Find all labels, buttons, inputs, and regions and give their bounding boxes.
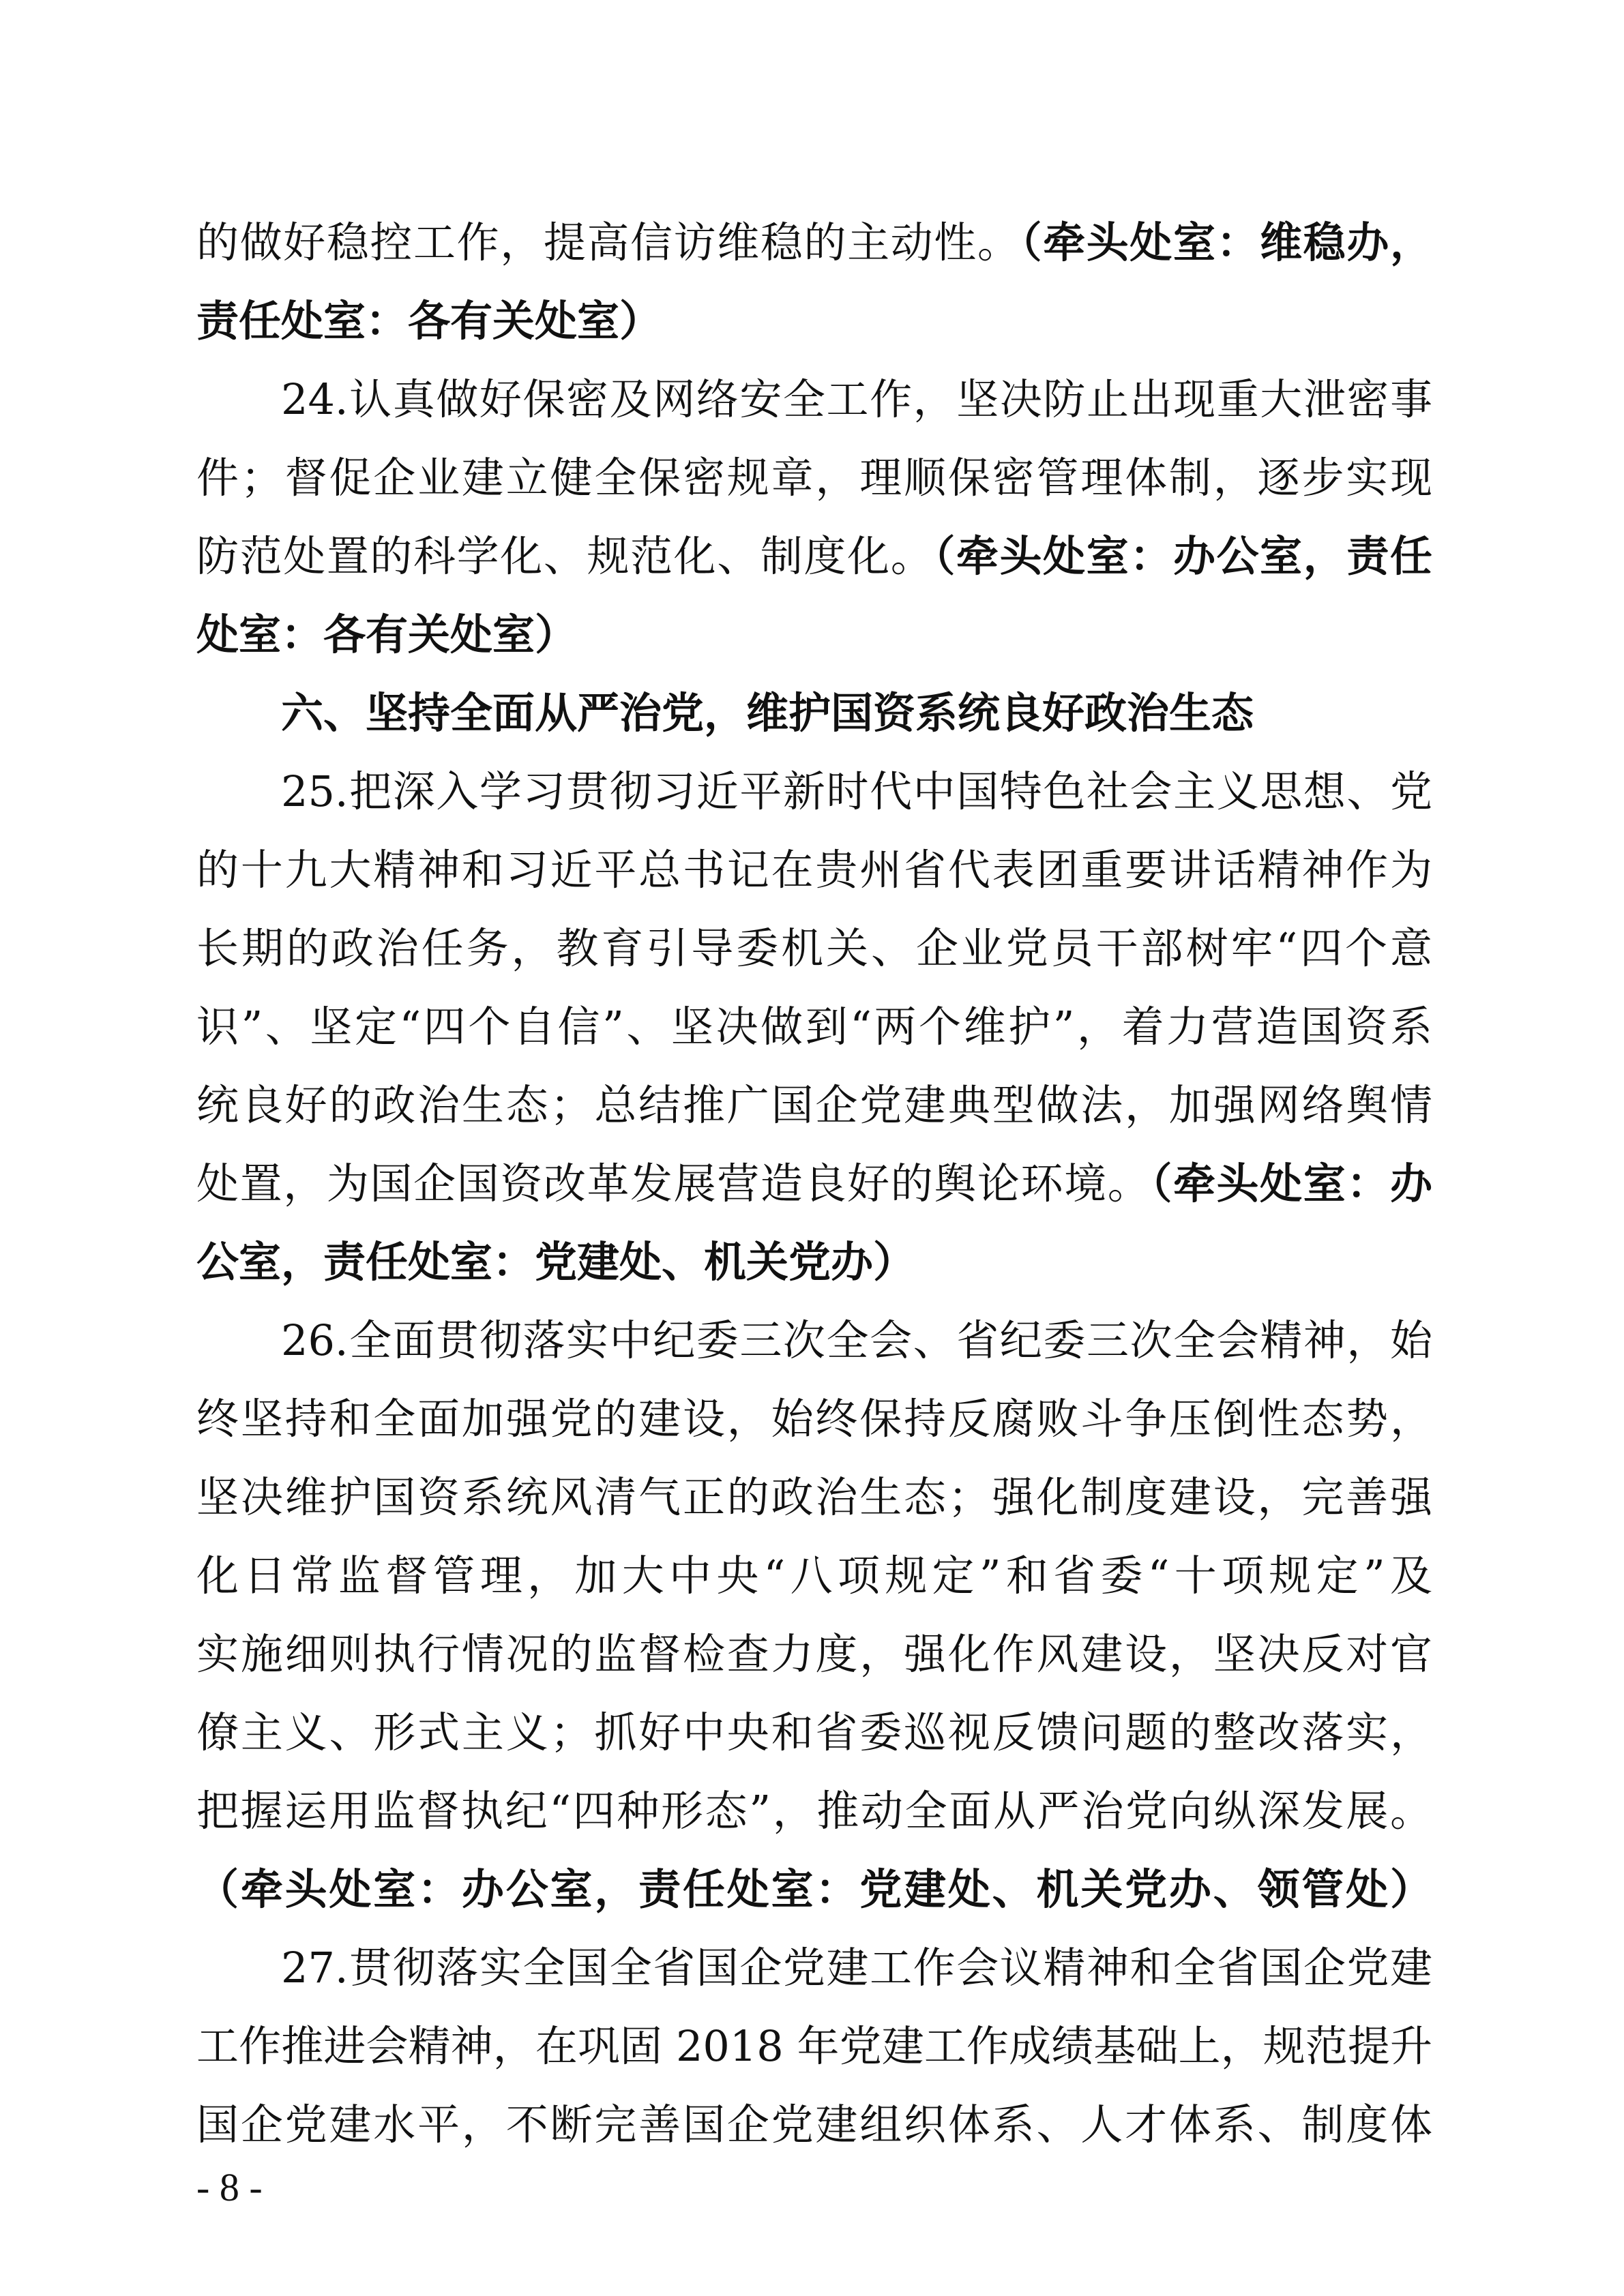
text-line bbox=[196, 1850, 1432, 1928]
section-heading-text: 六、坚持全面从严治党，维护国资系统良好政治生态 bbox=[281, 688, 1254, 738]
text-line bbox=[196, 1693, 1432, 1772]
text-line bbox=[196, 909, 1432, 987]
item-25-first-line bbox=[196, 752, 1432, 831]
body-text: 的十九大精神和习近平总书记在贵州省代表团重要讲话精神作为 bbox=[196, 845, 1432, 895]
body-text: 把握运用监督执纪“四种形态”，推动全面从严治党向纵深发展。 bbox=[196, 1786, 1432, 1836]
text-line bbox=[196, 2085, 1432, 2164]
text-line bbox=[196, 1380, 1432, 1458]
text-line bbox=[196, 831, 1432, 909]
text-line bbox=[196, 2007, 1432, 2085]
body-text: 26.全面贯彻落实中纪委三次全会、省纪委三次全会精神，始 bbox=[281, 1315, 1432, 1365]
page-number: - 8 - bbox=[196, 2165, 263, 2209]
responsibility-note: 公室，责任处室：党建处、机关党办） bbox=[196, 1237, 916, 1287]
text-line bbox=[196, 1066, 1432, 1144]
text-line bbox=[196, 595, 1432, 674]
item-26-first-line bbox=[196, 1301, 1432, 1380]
text-line bbox=[196, 1536, 1432, 1615]
body-text: 识”、坚定“四个自信”、坚决做到“两个维护”，着力营造国资系 bbox=[196, 1002, 1432, 1052]
body-text: 27.贯彻落实全国全省国企党建工作会议精神和全省国企党建 bbox=[281, 1943, 1432, 1993]
body-text: 坚决维护国资系统风清气正的政治生态；强化制度建设，完善强 bbox=[196, 1472, 1432, 1522]
text-line bbox=[196, 438, 1432, 517]
text-line bbox=[196, 1458, 1432, 1536]
text-line bbox=[196, 987, 1432, 1066]
body-text: 防范处置的科学化、规范化、制度化。 bbox=[196, 531, 934, 581]
body-text: 僚主义、形式主义；抓好中央和省委巡视反馈问题的整改落实， bbox=[196, 1708, 1432, 1757]
responsibility-note: 处室：各有关处室） bbox=[196, 610, 578, 659]
responsibility-note: （牵头处室：办公室，责任处室：党建处、机关党办、领管处） bbox=[196, 1864, 1432, 1914]
text-line bbox=[196, 517, 1432, 595]
body-text: 国企党建水平，不断完善国企党建组织体系、人才体系、制度体 bbox=[196, 2100, 1432, 2149]
responsibility-note: 责任处室：各有关处室） bbox=[196, 296, 662, 346]
document-body bbox=[196, 203, 1432, 2164]
body-text: 实施细则执行情况的监督检查力度，强化作风建设，坚决反对官 bbox=[196, 1629, 1432, 1679]
body-text: 长期的政治任务，教育引导委机关、企业党员干部树牢“四个意 bbox=[196, 923, 1432, 973]
body-text: 25.把深入学习贯彻习近平新时代中国特色社会主义思想、党 bbox=[281, 766, 1432, 816]
body-text: 统良好的政治生态；总结推广国企党建典型做法，加强网络舆情 bbox=[196, 1080, 1432, 1130]
text-line bbox=[196, 1615, 1432, 1693]
body-text: 24.认真做好保密及网络安全工作，坚决防止出现重大泄密事 bbox=[281, 374, 1432, 424]
body-text: 处置，为国企国资改革发展营造良好的舆论环境。 bbox=[196, 1159, 1151, 1208]
item-24-first-line bbox=[196, 360, 1432, 438]
body-text: 的做好稳控工作，提高信访维稳的主动性。 bbox=[196, 218, 1021, 267]
text-line bbox=[196, 282, 1432, 360]
body-text: 化日常监督管理，加大中央“八项规定”和省委“十项规定”及 bbox=[196, 1551, 1432, 1600]
body-text: 终坚持和全面加强党的建设，始终保持反腐败斗争压倒性态势， bbox=[196, 1394, 1432, 1444]
text-line bbox=[196, 1223, 1432, 1301]
responsibility-note: （牵头处室：维稳办， bbox=[1020, 218, 1432, 267]
item-27-first-line bbox=[196, 1928, 1432, 2007]
body-text: 件；督促企业建立健全保密规章，理顺保密管理体制，逐步实现 bbox=[196, 453, 1432, 503]
responsibility-note: （牵头处室：办公室，责任 bbox=[934, 531, 1432, 581]
text-line bbox=[196, 1772, 1432, 1850]
text-line bbox=[196, 1144, 1432, 1223]
text-line bbox=[196, 203, 1432, 282]
responsibility-note: （牵头处室：办 bbox=[1151, 1159, 1432, 1208]
section-heading bbox=[196, 674, 1432, 752]
body-text: 工作推进会精神，在巩固 2018 年党建工作成绩基础上，规范提升 bbox=[196, 2021, 1432, 2071]
